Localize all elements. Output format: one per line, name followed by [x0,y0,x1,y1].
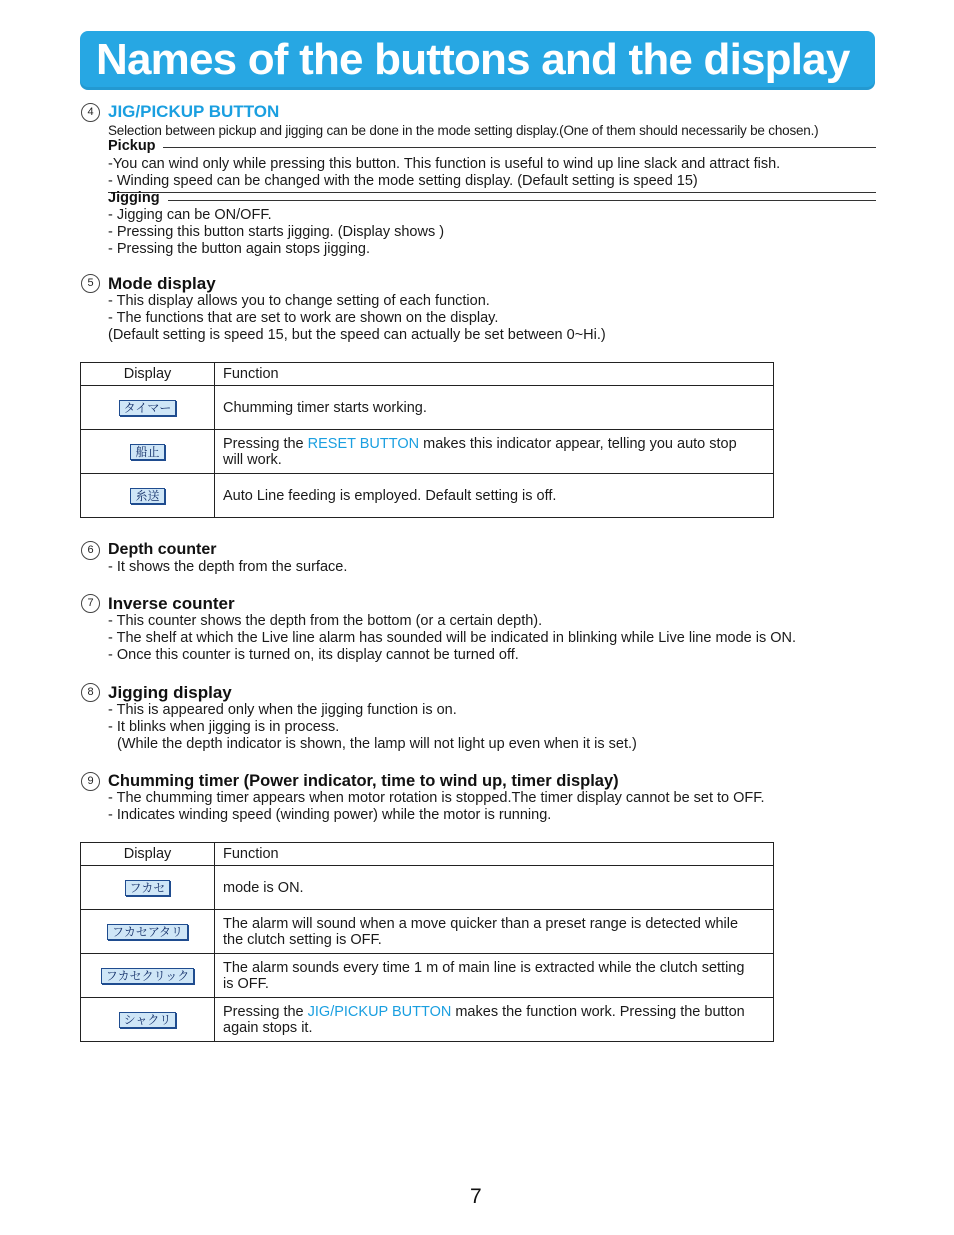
page-number: 7 [470,1185,482,1208]
table-row [81,430,774,474]
sec8-line: (While the depth indicator is shown, the lamp will not light up even when it is set.) [117,736,637,752]
function-cell: Pressing the RESET BUTTON makes this indicator appear, telling you auto stop will work. [215,430,774,474]
function-cell: mode is ON. [215,866,774,910]
mode-display-table [80,362,774,518]
table-row [81,866,774,910]
section-heading-depth-counter: Depth counter [108,541,217,558]
sec8-line: - It blinks when jigging is in process. [108,719,340,735]
jigging-line: - Pressing the button again stops jigging. [108,241,370,257]
pickup-line: -You can wind only while pressing this button. This function is useful to wind up line slack and attract fish. [108,156,781,172]
sec5-line: - The functions that are set to work are shown on the display. [108,310,499,326]
column-header-function: Function [215,363,774,386]
sec7-line: - The shelf at which the Live line alarm has sounded will be indicated in blinking while Live line mode is ON. [108,630,797,646]
sec9-line: - Indicates winding speed (winding power) while the motor is running. [108,807,552,823]
table-row [81,474,774,518]
display-badge-timer: タイマー [119,400,177,416]
sec5-line: (Default setting is speed 15, but the speed can actually be set between 0~Hi.) [108,327,606,343]
section-heading-inverse-counter: Inverse counter [108,594,235,613]
function-cell: Pressing the JIG/PICKUP BUTTON makes the function work. Pressing the button again stops it. [215,998,774,1042]
section-heading-mode-display: Mode display [108,274,216,293]
sec9-line: - The chumming timer appears when motor rotation is stopped.The timer display cannot be set to OFF. [108,790,765,806]
column-header-function: Function [215,843,774,866]
table-row [81,386,774,430]
title-banner [80,31,875,90]
function-cell: Chumming timer starts working. [215,386,774,430]
chumming-timer-table [80,842,774,1042]
pickup-line: - Winding speed can be changed with the mode setting display. (Default setting is speed 15) [108,173,698,189]
display-badge-fukase-click: フカセクリック [101,968,194,984]
pickup-divider [163,147,876,148]
section-number-5: 5 [81,274,100,293]
jigging-line: - Jigging can be ON/OFF. [108,207,272,223]
jigging-label: Jigging [108,190,160,206]
jigging-divider [168,200,876,201]
display-badge-auto-stop: 船止 [130,444,164,460]
table-row [81,998,774,1042]
display-badge-fukase: フカセ [125,880,171,896]
sec8-line: - This is appeared only when the jigging function is on. [108,702,457,718]
reset-button-reference: RESET BUTTON [307,435,420,452]
section-heading-jigging-display: Jigging display [108,683,232,702]
sec5-line: - This display allows you to change setting of each function. [108,293,490,309]
column-header-display: Display [81,363,215,386]
jig-pickup-button-reference: JIG/PICKUP BUTTON [307,1003,452,1020]
table-header-row [81,363,774,386]
section-number-4: 4 [81,103,100,122]
display-badge-line-feed: 糸送 [130,488,164,504]
section-heading-jig-pickup: JIG/PICKUP BUTTON [108,102,280,121]
table-row [81,954,774,998]
section-number-7: 7 [81,594,100,613]
page-title: Names of the buttons and the display [96,35,850,84]
jigging-line: - Pressing this button starts jigging. (Display shows ) [108,224,445,240]
table-header-row [81,843,774,866]
sec4-intro: Selection between pickup and jigging can be done in the mode setting display.(One of them should necessarily be chosen.) [108,123,819,138]
section-heading-chumming-timer: Chumming timer (Power indicator, time to wind up, timer display) [108,772,619,790]
section-number-6: 6 [81,541,100,560]
column-header-display: Display [81,843,215,866]
sec6-line: - It shows the depth from the surface. [108,559,348,575]
function-cell: Auto Line feeding is employed. Default setting is off. [215,474,774,518]
section-number-8: 8 [81,683,100,702]
display-badge-fukase-atari: フカセアタリ [107,924,188,940]
function-cell: The alarm will sound when a move quicker than a preset range is detected while the clutch setting is OFF. [215,910,774,954]
display-badge-shakuri: シャクリ [119,1012,177,1028]
section-number-9: 9 [81,772,100,791]
sec7-line: - This counter shows the depth from the bottom (or a certain depth). [108,613,543,629]
table-row [81,910,774,954]
pickup-label: Pickup [108,138,156,154]
pickup-bottom-divider [108,192,876,193]
sec7-line: - Once this counter is turned on, its display cannot be turned off. [108,647,519,663]
function-cell: The alarm sounds every time 1 m of main line is extracted while the clutch setting is OFF. [215,954,774,998]
